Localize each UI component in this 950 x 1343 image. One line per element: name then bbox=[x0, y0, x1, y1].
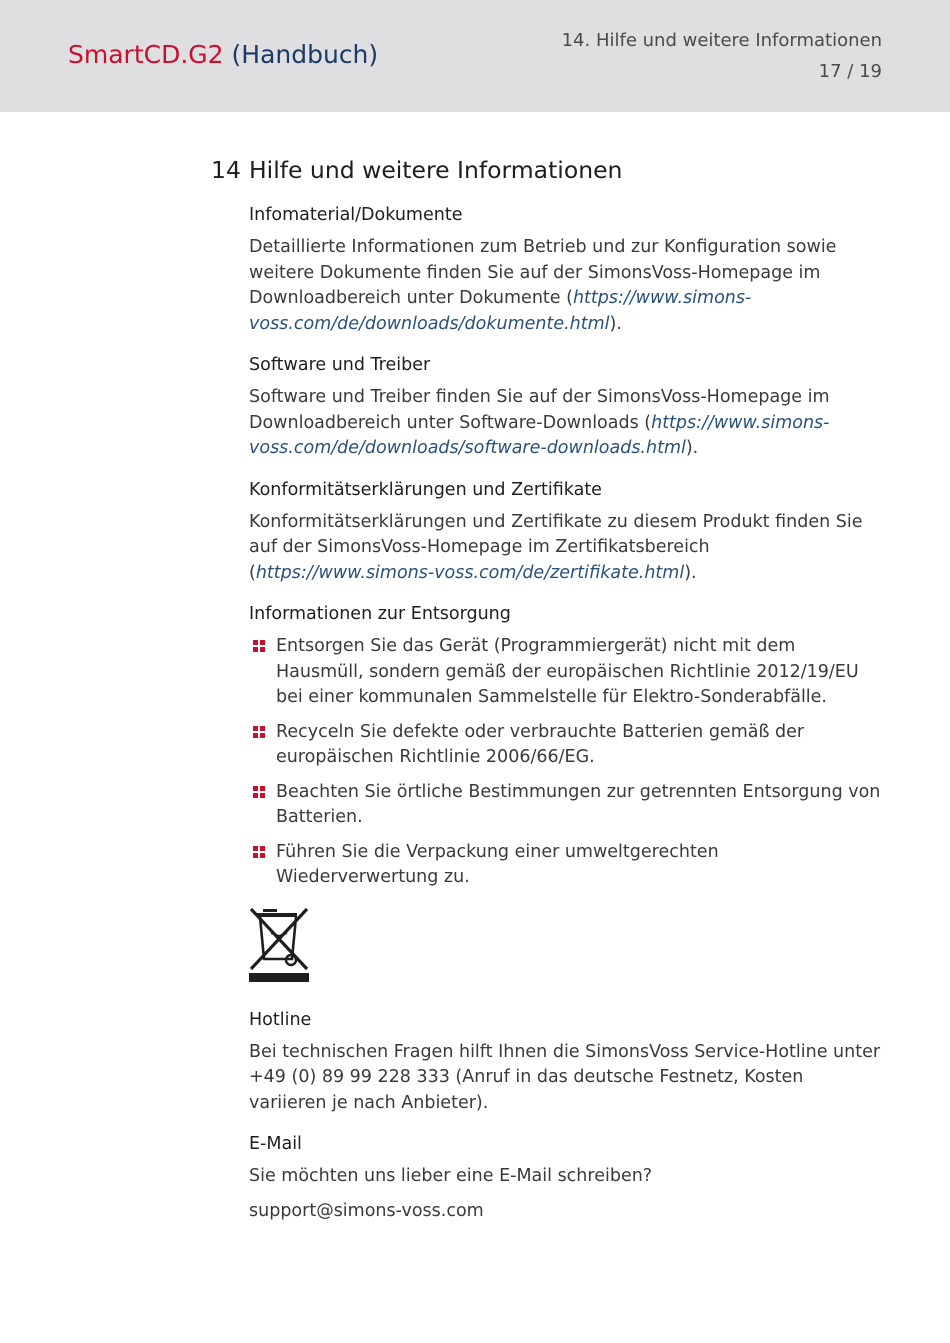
list-item bbox=[249, 840, 885, 891]
section-heading-certs: Konformitätserklärungen und Zertifikate bbox=[249, 479, 602, 500]
certs-link[interactable]: https://www.simons-voss.com/de/zertifikate.html bbox=[255, 562, 685, 583]
header-page-number: 17 / 19 bbox=[818, 61, 882, 82]
list-item bbox=[249, 634, 885, 711]
docs-text: Detaillierte Informationen zum Betrieb und zur Konfiguration sowie weitere Dokumente finden Sie auf der SimonsVoss-Homepage im Downloadbereich unter Dokumente ( bbox=[249, 237, 837, 308]
crossed-out-wheelie-bin-icon bbox=[249, 907, 309, 983]
bullet-icon bbox=[253, 640, 265, 652]
section-heading-disposal: Informationen zur Entsorgung bbox=[249, 604, 511, 624]
section-heading-hotline: Hotline bbox=[249, 1009, 312, 1030]
brand-title bbox=[68, 40, 378, 69]
section-docs-text bbox=[249, 235, 885, 337]
list-item-text: Beachten Sie örtliche Bestimmungen zur getrennten Entsorgung von Batterien. bbox=[276, 781, 881, 827]
brand-name: SmartCD.G2 bbox=[68, 40, 224, 69]
bullet-icon bbox=[253, 786, 265, 798]
section-certs-text bbox=[249, 510, 885, 587]
software-link[interactable]: https://www.simons-voss.com/de/downloads/software-downloads.html bbox=[249, 412, 830, 458]
main-content bbox=[249, 204, 885, 1241]
list-item-text: Recyceln Sie defekte oder verbrauchte Batterien gemäß der europäischen Richtlinie 2006/66/EG. bbox=[276, 721, 805, 767]
list-item bbox=[249, 780, 885, 831]
chapter-title bbox=[211, 156, 622, 184]
software-text-end: ). bbox=[685, 438, 699, 458]
section-heading-docs: Infomaterial/Dokumente bbox=[249, 205, 463, 225]
software-text: Software und Treiber finden Sie auf der SimonsVoss-Homepage im Downloadbereich unter Software-Downloads ( bbox=[249, 387, 830, 433]
brand-subtitle: (Handbuch) bbox=[231, 40, 379, 69]
section-heading-software: Software und Treiber bbox=[249, 355, 431, 375]
page-header bbox=[0, 0, 950, 112]
bullet-icon bbox=[253, 846, 265, 858]
bullet-icon bbox=[253, 726, 265, 738]
list-item bbox=[249, 720, 885, 771]
list-item-text: Führen Sie die Verpackung einer umweltgerechten Wiederverwertung zu. bbox=[276, 841, 719, 887]
list-item-text: Entsorgen Sie das Gerät (Programmiergerät) nicht mit dem Hausmüll, sondern gemäß der europäischen Richtlinie 2012/19/EU bei einer kommunalen Sammelstelle für Elektro-Sonderabfälle. bbox=[276, 636, 859, 707]
email-question: Sie möchten uns lieber eine E-Mail schreiben? bbox=[249, 1166, 653, 1186]
docs-text-end: ). bbox=[609, 313, 622, 334]
hotline-text: Bei technischen Fragen hilft Ihnen die SimonsVoss Service-Hotline unter +49 (0) 89 99 228 333 (Anruf in das deutsche Festnetz, Kosten variieren je nach Anbieter). bbox=[249, 1041, 881, 1113]
certs-text: Konformitätserklärungen und Zertifikate zu diesem Produkt finden Sie auf der SimonsVoss-Homepage im Zertifikatsbereich ( bbox=[249, 511, 863, 583]
chapter-number: 14 bbox=[211, 156, 241, 184]
docs-link[interactable]: https://www.simons-voss.com/de/downloads/dokumente.html bbox=[249, 288, 752, 334]
chapter-title-text: Hilfe und weitere Informationen bbox=[249, 156, 623, 184]
email-address[interactable]: support@simons-voss.com bbox=[249, 1200, 484, 1221]
section-heading-email: E-Mail bbox=[249, 1134, 302, 1154]
section-software-text bbox=[249, 385, 885, 462]
disposal-list bbox=[249, 634, 885, 891]
certs-text-end: ). bbox=[684, 562, 697, 583]
header-chapter: 14. Hilfe und weitere Informationen bbox=[561, 30, 882, 51]
